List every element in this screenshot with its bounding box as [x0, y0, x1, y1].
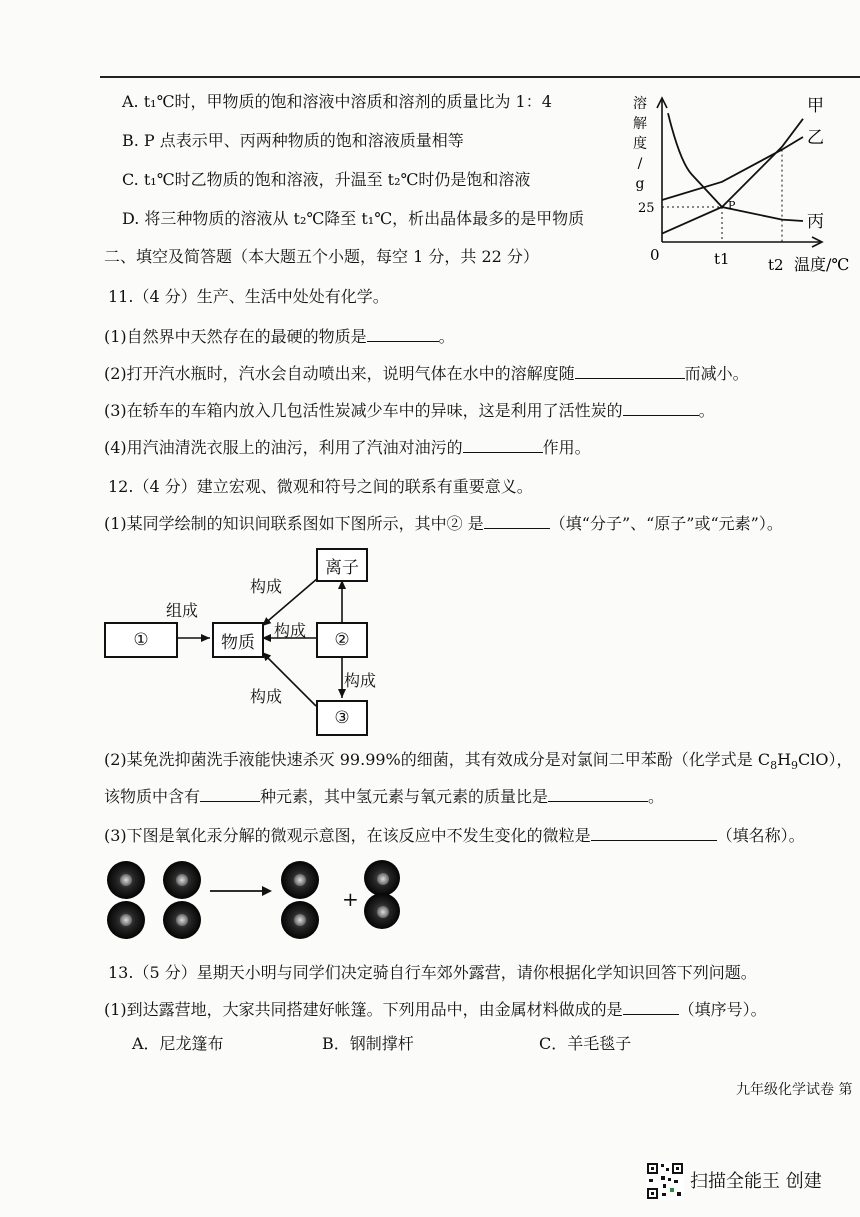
q12-item-3-end: （填名称）。 [716, 826, 805, 845]
label-constitute-top: 构成 [250, 577, 283, 596]
box-3: ③ [316, 700, 368, 736]
q12-item-3-text: (3)下图是氧化汞分解的微观示意图，在该反应中不发生变化的微粒是 [104, 826, 591, 845]
q11-item-1-text: (1)自然界中天然存在的最硬的物质是 [104, 327, 367, 346]
formula-end: ClO）， [798, 750, 853, 769]
origin-label: 0 [650, 246, 660, 264]
option-b: B. P 点表示甲、丙两种物质的饱和溶液质量相等 [122, 131, 464, 150]
series-label: 甲 [807, 95, 824, 116]
x-tick-label: t2 [768, 256, 784, 274]
box-2: ② [316, 622, 368, 658]
scanner-watermark: 扫描全能王 创建 [690, 1171, 822, 1192]
page-footer: 九年级化学试卷 第 [736, 1082, 853, 1098]
o-atom [163, 861, 201, 899]
q12-item-2 [104, 750, 853, 776]
x-axis-label: 温度/℃ [794, 255, 850, 274]
y-tick-label: 25 [638, 201, 655, 216]
q11-item-3-text: (3)在轿车的车箱内放入几包活性炭减少车中的异味，这是利用了活性炭的 [104, 401, 623, 420]
q13-title: 13.（5 分）星期天小明与同学们决定骑自行车郊外露营，请你根据化学知识回答下列问题。 [108, 963, 757, 982]
q13-item-1 [104, 1000, 767, 1020]
o-atom [364, 860, 400, 896]
option-c: C. t₁℃时乙物质的饱和溶液，升温至 t₂℃时仍是饱和溶液 [122, 170, 531, 189]
plus-sign: + [342, 887, 359, 911]
q12-item-1-text: (1)某同学绘制的知识间联系图如下图所示，其中② 是 [104, 514, 484, 533]
box-1: ① [104, 622, 178, 658]
formula-sub-9: 9 [791, 759, 799, 773]
q11-item-4-text: (4)用汽油清洗衣服上的油污，利用了汽油对油污的 [104, 438, 463, 457]
y-axis-label-char: / [637, 156, 643, 172]
box-substance: 物质 [212, 622, 264, 658]
formula-h: H [777, 750, 792, 769]
answer-blank[interactable] [548, 787, 648, 802]
label-constitute-bottom: 构成 [250, 687, 283, 706]
reaction-arrow [208, 884, 274, 898]
q12-item-1-end: （填“分子”、“原子”或“元素”）。 [549, 514, 783, 533]
q12-title: 12.（4 分）建立宏观、微观和符号之间的联系有重要意义。 [108, 477, 533, 496]
q12-item-2-e: 。 [648, 787, 665, 806]
x-tick-label: t1 [714, 250, 730, 268]
y-axis-label-char: 解 [633, 116, 647, 132]
series-curve [668, 113, 803, 221]
option-d: D. 将三种物质的溶液从 t₂℃降至 t₁℃，析出晶体最多的是甲物质 [122, 209, 585, 228]
answer-blank[interactable] [575, 364, 685, 379]
o-atom [364, 893, 400, 929]
section-heading [104, 247, 539, 267]
q13-item-1-text: (1)到达露营地，大家共同搭建好帐篷。下列用品中，由金属材料做成的是 [104, 1000, 623, 1019]
qr-code-icon [646, 1162, 684, 1200]
option-a: A. t₁℃时，甲物质的饱和溶液中溶质和溶剂的质量比为 1：4 [122, 92, 552, 111]
answer-blank[interactable] [623, 1000, 679, 1015]
q11-item-3 [104, 401, 715, 421]
y-axis-label-char: 溶 [633, 96, 647, 112]
box-ion: 离子 [316, 548, 368, 582]
q11-item-3-end: 。 [698, 401, 715, 420]
point-p-label: P [728, 199, 736, 212]
q11-item-2-text: (2)打开汽水瓶时，汽水会自动喷出来，说明气体在水中的溶解度随 [104, 364, 575, 383]
answer-blank[interactable] [484, 514, 550, 529]
hg-atom [281, 861, 319, 899]
series-label: 丙 [807, 212, 824, 232]
o-atom [163, 901, 201, 939]
q13-option-b: B．钢制撑杆 [322, 1034, 414, 1053]
q11-item-4-end: 作用。 [542, 438, 591, 457]
label-compose: 组成 [166, 601, 199, 620]
hg-atom [107, 901, 145, 939]
y-axis-label-char: 度 [633, 136, 647, 152]
q13-option-a: A．尼龙篷布 [132, 1034, 224, 1053]
q12-item-2-line2 [104, 787, 664, 807]
q12-item-2-d: 种元素，其中氢元素与氧元素的质量比是 [260, 787, 549, 806]
y-axis-label-char: g [635, 176, 645, 192]
q12-item-2-text: (2)某免洗抑菌洗手液能快速杀灭 99.99%的细菌，其有效成分是对氯间二甲苯酚（化学式是 C [104, 750, 771, 769]
q13-option-c: C．羊毛毯子 [539, 1034, 632, 1053]
formula-sub-8: 8 [770, 759, 778, 773]
q11-item-2 [104, 364, 749, 384]
q12-item-2-c: 该物质中含有 [104, 787, 201, 806]
answer-blank[interactable] [463, 438, 543, 453]
q12-item-1 [104, 514, 783, 534]
hg-atom [107, 861, 145, 899]
section-heading-text: 二、填空及简答题（本大题五个小题，每空 1 分，共 22 分） [104, 247, 539, 266]
q12-item-3 [104, 826, 805, 846]
solubility-chart [620, 92, 850, 292]
hg-atom [281, 901, 319, 939]
label-constitute-right: 构成 [344, 671, 377, 690]
answer-blank[interactable] [367, 327, 439, 342]
q11-item-1-end: 。 [438, 327, 455, 346]
q13-item-1-end: （填序号）。 [678, 1000, 767, 1019]
q11-item-2-end: 而减小。 [684, 364, 749, 383]
label-constitute-mid: 构成 [274, 621, 307, 640]
answer-blank[interactable] [200, 787, 260, 802]
top-rule [100, 76, 860, 78]
answer-blank[interactable] [591, 826, 717, 841]
answer-blank[interactable] [623, 401, 699, 416]
q11-item-4 [104, 438, 591, 458]
series-label: 乙 [807, 128, 824, 148]
q11-item-1 [104, 327, 455, 347]
q11-title: 11.（4 分）生产、生活中处处有化学。 [108, 287, 389, 306]
